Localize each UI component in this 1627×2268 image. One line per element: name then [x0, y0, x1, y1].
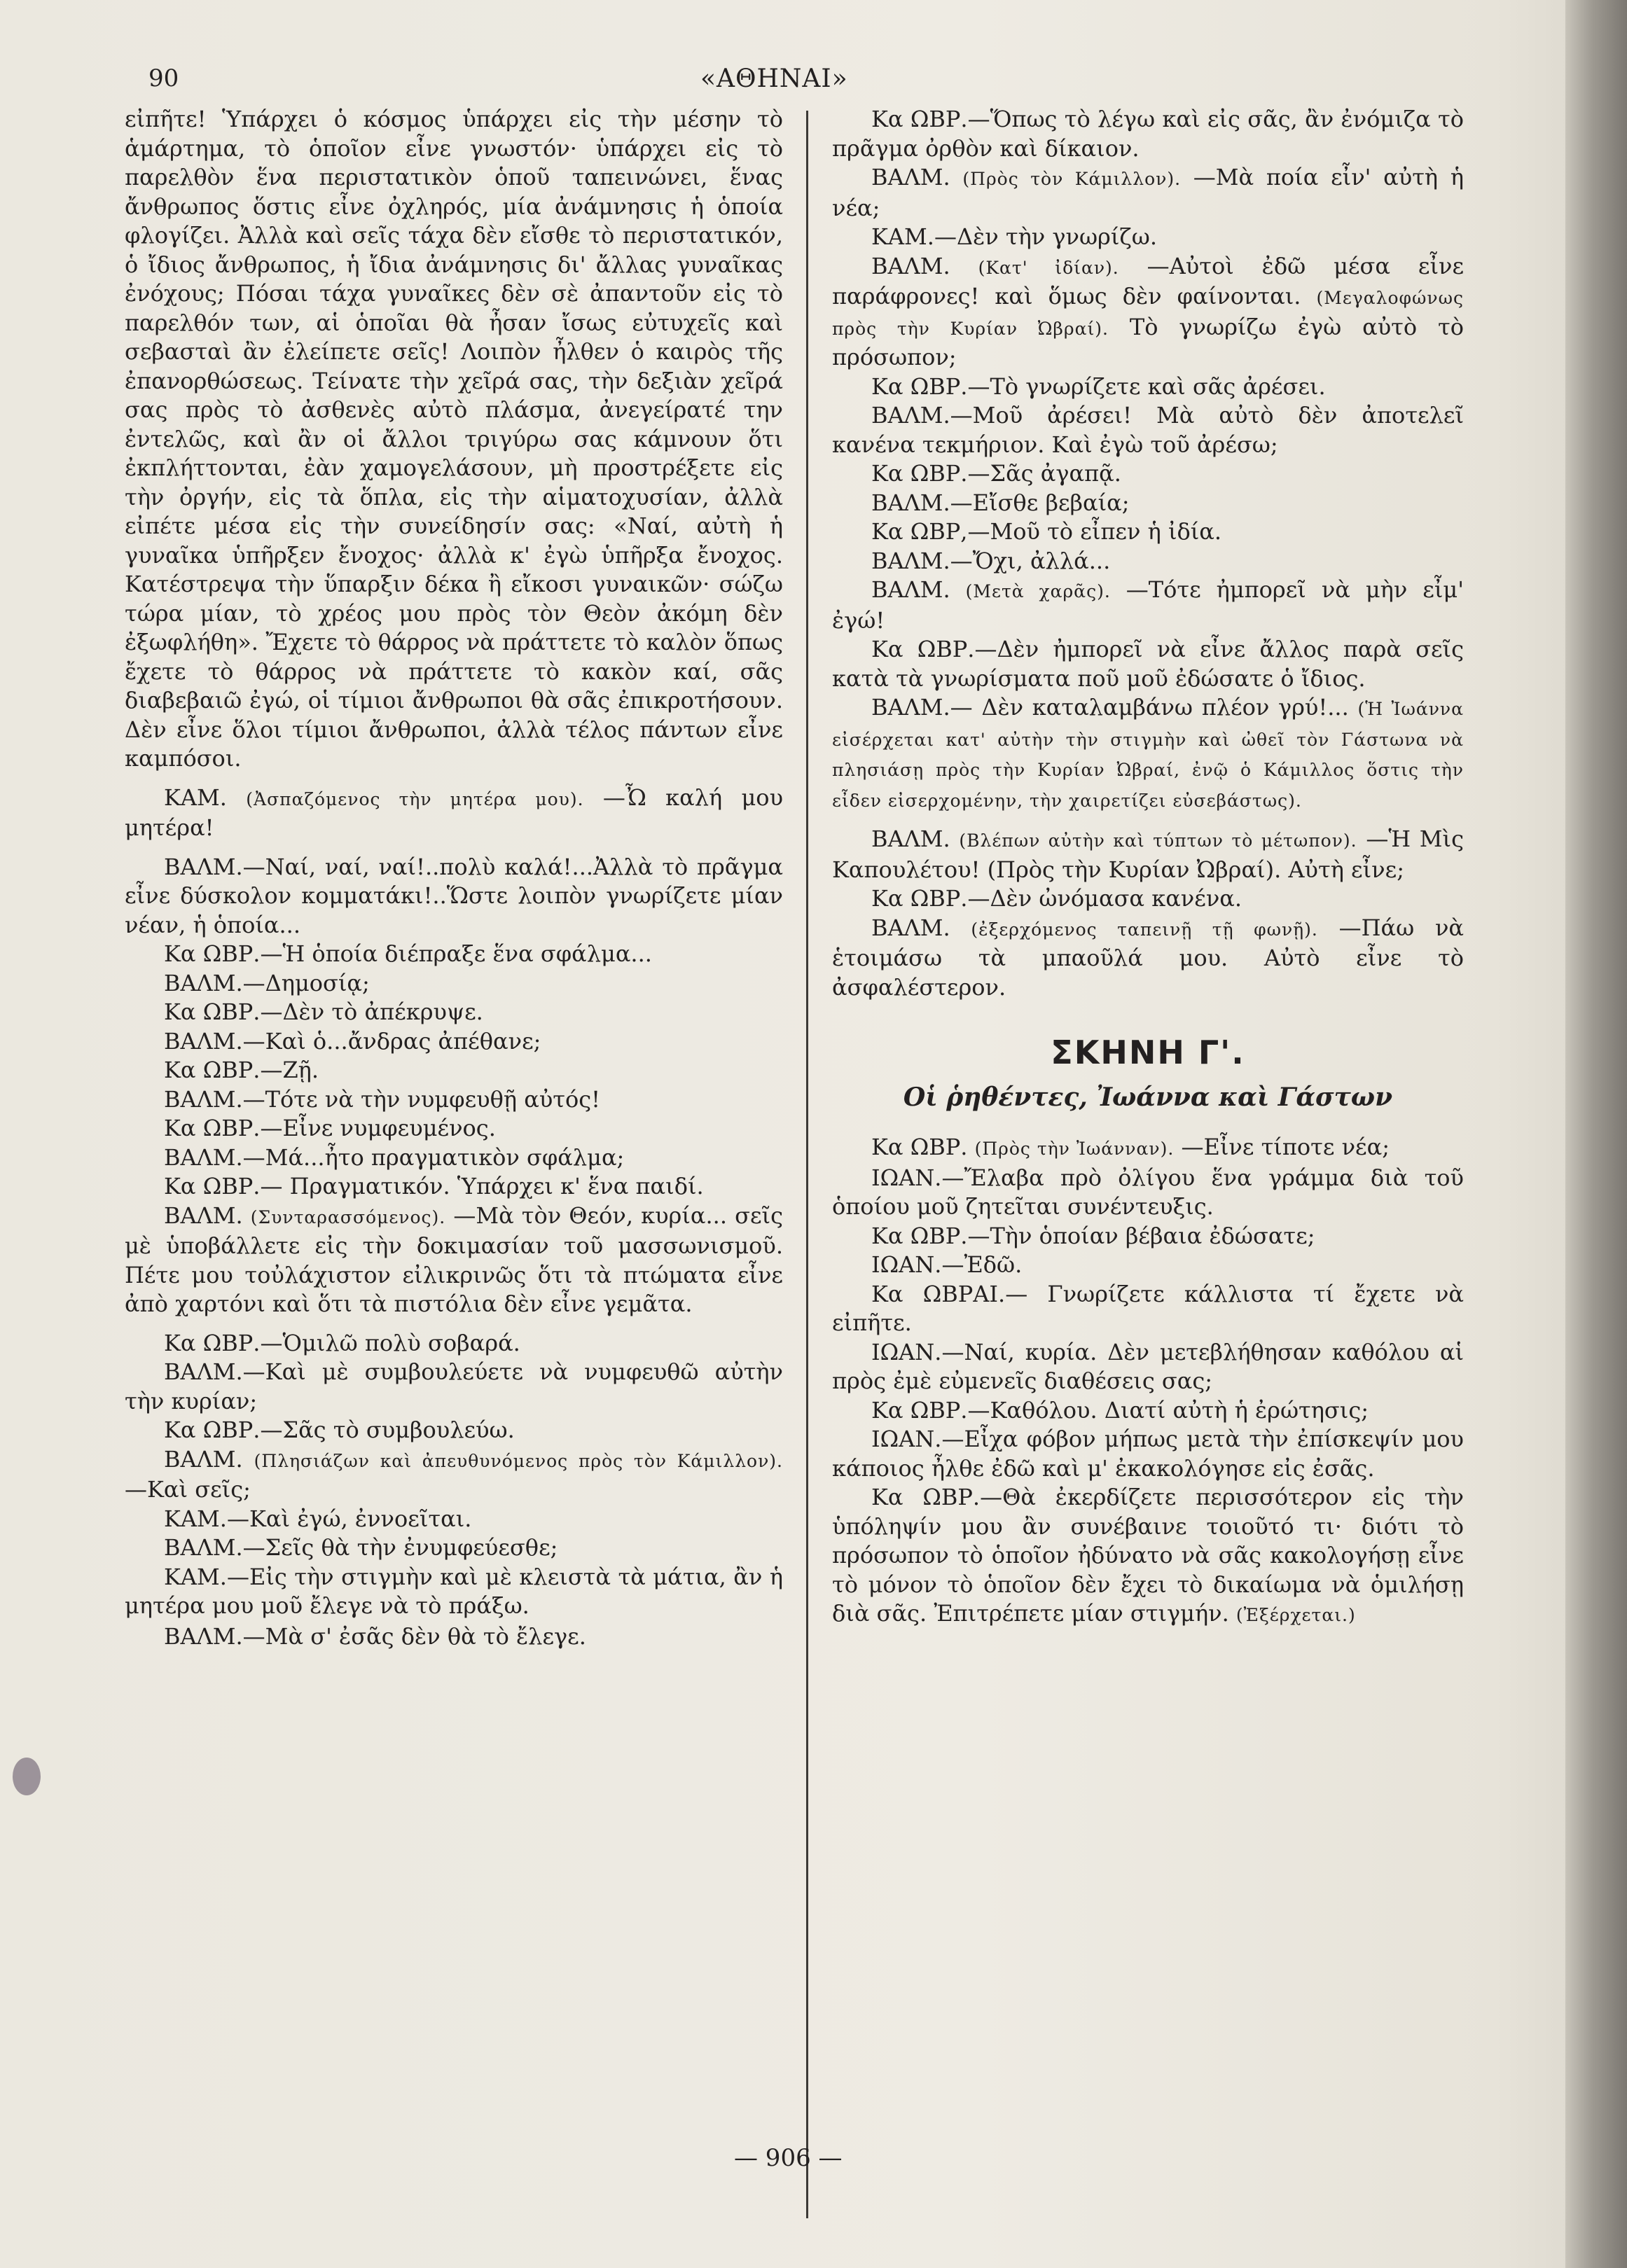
- speech: Τὸ γνωρίζω ἐγὼ αὐτὸ τὸ πρόσωπον;: [832, 313, 1465, 370]
- speech: —Πάω νὰ ἑτοιμάσω τὰ μπαοῦλά μου. Αὐτὸ εἶνε τὸ ἀσφαλέστερον.: [832, 914, 1465, 1001]
- stage-direction: (ἐξερχόμενος ταπεινῇ τῇ φωνῇ).: [971, 919, 1318, 940]
- paragraph: [832, 576, 1464, 635]
- paragraph: Κα ΩΒΡ.—Σᾶς τὸ συμβουλεύω.: [164, 1417, 515, 1443]
- paragraph: [832, 1483, 1464, 1630]
- paragraph: [832, 1133, 1464, 1164]
- speech: —Αὐτοὶ ἐδῶ μέσα εἶνε παράφρονες! καὶ ὅμως δὲν φαίνονται.: [832, 252, 1465, 309]
- speaker: ΒΑΛΜ.: [871, 164, 950, 190]
- speech: ΒΑΛΜ.— Δὲν καταλαμβάνω πλέον γρύ!...: [871, 694, 1349, 721]
- paragraph: Κα ΩΒΡ.—Καθόλου. Διατί αὐτὴ ἡ ἐρώτησις;: [871, 1396, 1369, 1424]
- page-binding-shadow: [1565, 0, 1627, 2268]
- stage-direction: (Ἡ Ἰωάννα εἰσέρχεται κατ' αὐτὴν τὴν στιγμὴν καὶ ὠθεῖ τὸν Γάστωνα νὰ πλησιάσῃ πρὸς τὴν Κυρίαν Ὠβραί, ἐνῷ ὁ Κάμιλλος ὅστις τὴν εἶδεν εἰσερχομένην, τὴν χαιρετίζει εὐσεβάστως).: [832, 699, 1465, 811]
- paragraph: ΒΑΛΜ.—Ναί, ναί, ναί!..πολὺ καλά!...Ἀλλὰ τὸ πρᾶγμα εἶνε δύσκολον κομματάκι!..Ὥστε λοιπὸν γνωρίζετε μίαν νέαν, ἡ ὁποία...: [125, 853, 783, 938]
- paragraph: ΚΑΜ.—Καὶ ἐγώ, ἐννοεῖται.: [164, 1505, 472, 1532]
- paragraph: Κα ΩΒΡ.—Ὁμιλῶ πολὺ σοβαρά.: [164, 1329, 520, 1356]
- speaker: ΒΑΛΜ.: [871, 576, 950, 603]
- stage-direction: (Πλησιάζων καὶ ἀπευθυνόμενος πρὸς τὸν Κάμιλλον).: [254, 1450, 783, 1471]
- paragraph: [125, 784, 783, 843]
- paragraph: ΙΩΑΝ.—Ἐδῶ.: [871, 1251, 1023, 1278]
- paragraph: [832, 252, 1464, 373]
- speaker: ΒΑΛΜ.: [871, 252, 950, 279]
- paragraph: ΒΑΛΜ.—Καὶ μὲ συμβουλεύετε νὰ νυμφευθῶ αὐτὴν τὴν κυρίαν;: [125, 1358, 783, 1414]
- speech: —Μὰ τὸν Θεόν, κυρία... σεῖς μὲ ὑποβάλλετε εἰς τὴν δοκιμασίαν τοῦ μασσωνισμοῦ. Πέτε μου τοὐλάχιστον εἰλικρινῶς ὅτι τὰ πτώματα εἶνε ἀπὸ χαρτόνι καὶ ὅτι τὰ πιστόλια δὲν εἶνε γεμᾶτα.: [125, 1202, 784, 1317]
- speaker: ΒΑΛΜ.: [871, 914, 950, 941]
- paragraph: ΒΑΛΜ.—Μά...ἦτο πραγματικὸν σφάλμα;: [164, 1143, 625, 1171]
- paragraph: Κα ΩΒΡ.—Τὸ γνωρίζετε καὶ σᾶς ἀρέσει.: [871, 373, 1326, 400]
- paragraph: ΒΑΛΜ.—Μὰ σ' ἐσᾶς δὲν θὰ τὸ ἔλεγε.: [164, 1622, 586, 1650]
- stage-direction: (Συνταρασσόμενος).: [250, 1206, 446, 1227]
- paragraph: ΒΑΛΜ.—Σεῖς θὰ τὴν ἐνυμφεύεσθε;: [164, 1534, 558, 1561]
- paragraph: Κα ΩΒΡ.—Ὅπως τὸ λέγω καὶ εἰς σᾶς, ἂν ἐνόμιζα τὸ πρᾶγμα ὀρθὸν καὶ δίκαιον.: [832, 106, 1464, 162]
- speech: —Εἶνε τίποτε νέα;: [1181, 1134, 1390, 1160]
- paragraph: ΙΩΑΝ.—Ἔλαβα πρὸ ὀλίγου ἕνα γράμμα διὰ τοῦ ὁποίου μοῦ ζητεῖται συνέντευξις.: [832, 1164, 1464, 1220]
- scene-heading: ΣΚΗΝΗ Γ'.: [1051, 1034, 1245, 1071]
- paragraph: Κα ΩΒΡ.—Ἡ ὁποία διέπραξε ἕνα σφάλμα...: [164, 940, 652, 967]
- paragraph: [832, 163, 1464, 223]
- stage-direction: (Κατ' ἰδίαν).: [978, 257, 1119, 278]
- paragraph: [125, 1563, 783, 1622]
- paragraph: [832, 914, 1464, 1003]
- speaker: ΒΑΛΜ.: [871, 826, 950, 852]
- stage-direction: (Ἀσπαζόμενος τὴν μητέρα μου).: [246, 788, 584, 809]
- column-divider: [806, 111, 808, 2218]
- paragraph: Κα ΩΒΡ.—Ζῇ.: [164, 1057, 319, 1083]
- paragraph: Κα ΩΒΡ.—Εἶνε νυμφευμένος.: [164, 1115, 496, 1141]
- paragraph: Κα ΩΒΡ,—Μοῦ τὸ εἶπεν ἡ ἰδία.: [871, 518, 1222, 545]
- folio-number: 90: [148, 64, 179, 92]
- paragraph: Κα ΩΒΡ.—Δὲν ἠμπορεῖ νὰ εἶνε ἄλλος παρὰ σεῖς κατὰ τὰ γνωρίσματα ποῦ μοῦ ἐδώσατε ὁ ἴδιος.: [832, 636, 1464, 692]
- paragraph: Κα ΩΒΡΑΙ.— Γνωρίζετε κάλλιστα τί ἔχετε νὰ εἰπῆτε.: [832, 1280, 1464, 1336]
- paragraph: Κα ΩΒΡ.—Δὲν ὠνόμασα κανένα.: [871, 885, 1242, 912]
- paragraph: ΒΑΛΜ.—Δημοσίᾳ;: [164, 969, 370, 996]
- stage-direction: (Βλέπων αὐτὴν καὶ τύπτων τὸ μέτωπον).: [959, 830, 1357, 851]
- paragraph: ΒΑΛΜ.—Εἴσθε βεβαία;: [871, 489, 1130, 516]
- stage-direction: (Πρὸς τὸν Κάμιλλον).: [962, 169, 1182, 189]
- paragraph: ΙΩΑΝ.—Εἶχα φόβον μήπως μετὰ τὴν ἐπίσκεψίν μου κάποιος ἦλθε ἐδῶ καὶ μ' ἐκακολόγησε εἰς ἐσᾶς.: [832, 1426, 1464, 1482]
- ink-blot: [13, 1758, 41, 1795]
- speaker: ΒΑΛΜ.: [164, 1445, 243, 1473]
- speaker: ΚΑΜ.—Εἰς τὴν στιγμὴν καὶ μὲ κλειστὰ τὰ μάτια, ἂν ἡ μητέρα μου μοῦ ἔλεγε νὰ τὸ πράξω.: [125, 1563, 783, 1619]
- speech: —Καὶ σεῖς;: [125, 1476, 251, 1503]
- paragraph: ΒΑΛΜ.—Μοῦ ἀρέσει! Μὰ αὐτὸ δὲν ἀποτελεῖ κανένα τεκμήριον. Καὶ ἐγὼ τοῦ ἀρέσω;: [832, 402, 1464, 458]
- stage-direction: (Ἐξέρχεται.): [1235, 1605, 1356, 1625]
- stage-direction: (Μεγαλοφώνως πρὸς τὴν Κυρίαν Ὠβραί).: [832, 288, 1465, 339]
- paragraph: ΒΑΛΜ.—Ὄχι, ἀλλά...: [871, 547, 1111, 574]
- paragraph: [832, 825, 1464, 884]
- paragraph: Κα ΩΒΡ.—Τὴν ὁποίαν βέβαια ἐδώσατε;: [871, 1222, 1315, 1249]
- paragraph: Κα ΩΒΡ.—Σᾶς ἀγαπᾷ.: [871, 460, 1121, 487]
- paragraph: Κα ΩΒΡ.—Δὲν τὸ ἀπέκρυψε.: [164, 999, 483, 1025]
- page-number: — 906 —: [734, 2144, 843, 2172]
- speaker: ΒΑΛΜ.: [164, 1202, 243, 1229]
- scene-characters: Οἱ ῥηθέντες, Ἰωάννα καὶ Γάστων: [903, 1082, 1393, 1112]
- speech: —Ἡ Μὶς Καπουλέτου! (Πρὸς τὴν Κυρίαν Ὠβραί). Αὐτὴ εἶνε;: [832, 826, 1465, 883]
- paragraph: ΒΑΛΜ.—Καὶ ὁ...ἄνδρας ἀπέθανε;: [164, 1027, 541, 1055]
- speaker: Κα ΩΒΡ.: [871, 1134, 968, 1160]
- right-column: [832, 105, 1464, 1630]
- stage-direction: (Μετὰ χαρᾶς).: [965, 581, 1111, 601]
- stage-direction: (Πρὸς τὴν Ἰωάνναν).: [974, 1139, 1175, 1159]
- paragraph: εἰπῆτε! Ὑπάρχει ὁ κόσμος ὑπάρχει εἰς τὴν μέσην τὸ ἁμάρτημα, τὸ ὁποῖον εἶνε γνωστόν· ὑπάρχει εἰς τὸ παρελθὸν ἕνα περιστατικὸν ὁποῦ ταπεινώνει, ἕνας ἄνθρωπος ὅστις εἶνε ὀχληρός, μία ἀνάμνησις ἡ ὁποία φλογίζει. Ἀλλὰ καὶ σεῖς τάχα δὲν εἴσθε τὸ περιστατικόν, ὁ ἴδιος ἄνθρωπος, ἡ ἴδια ἀνάμνησις δι' ἄλλας γυναῖκας ἐνόχους; Πόσαι τάχα γυναῖκες δὲν σὲ ἀπαντοῦν εἰς τὸ παρελθόν των, αἱ ὁποῖαι θὰ ἦσαν ἴσως εὐτυχεῖς καὶ σεβασταὶ ἂν ἐλείπετε σεῖς! Λοιπὸν ἦλθεν ὁ καιρὸς τῆς ἐπανορθώσεως. Τείνατε τὴν χεῖρά σας, τὴν δεξιὰν χεῖρά σας πρὸς τὸ ἀσθενὲς αὐτὸ πλάσμα, ἀνεγείρατέ την ἐντελῶς, καὶ ἂν οἱ ἄλλοι τριγύρω σας κάμνουν ὅτι ἐκπλήττονται, ἐὰν χαμογελάσουν, μὴ προστρέξετε εἰς τὴν ὀργήν, εἰς τὰ ὅπλα, εἰς τὴν αἱματοχυσίαν, ἀλλὰ εἰπέτε μέσα εἰς τὴν συνείδησίν σας: «Ναί, αὐτὴ ἡ γυναῖκα ὑπῆρξεν ἔνοχος· ἀλλὰ κ' ἐγὼ ὑπῆρξα ἔνοχος. Κατέστρεψα τὴν ὕπαρξιν δέκα ἢ εἴκοσι γυναικῶν· σώζω τώρα μίαν, τὸ χρέος μου πρὸς τὸν Θεὸν ἀκόμη δὲν ἐξωφλήθη». Ἔχετε τὸ θάρρος νὰ πράττετε τὸ καλὸν ὅπως ἔχετε τὸ θάρρος νὰ πράττετε τὸ κακὸν καί, σᾶς διαβεβαιῶ ἐγώ, οἱ τίμιοι ἄνθρωποι θὰ σᾶς ἐπικροτήσουν. Δὲν εἶνε ὅλοι τίμιοι ἄνθρωποι, ἀλλὰ τέλος πάντων εἶνε καμπόσοι.: [125, 106, 783, 772]
- paragraph: [832, 693, 1464, 815]
- speech: Κα ΩΒΡ.—Θὰ ἐκερδίζετε περισσότερον εἰς τὴν ὑπόληψίν μου ἂν συνέβαινε τοιοῦτό τι· διότι τὸ πρόσωπον τὸ ὁποῖον ἠδύνατο νὰ σᾶς κακολογήσῃ εἶνε τὸ μόνον τὸ ὁποῖον δὲν ἔχει τὸ δικαίωμα νὰ ὁμιλήσῃ διὰ σᾶς. Ἐπιτρέπετε μίαν στιγμήν.: [832, 1484, 1464, 1627]
- paragraph: [125, 1445, 783, 1505]
- paragraph: [125, 1202, 783, 1319]
- paragraph: Κα ΩΒΡ.— Πραγματικόν. Ὑπάρχει κ' ἕνα παιδί.: [164, 1173, 704, 1199]
- running-title: «ΑΘΗΝΑΙ»: [700, 64, 848, 93]
- speech: —Ὦ καλή μου μητέρα!: [125, 784, 784, 841]
- paragraph: ΚΑΜ.—Δὲν τὴν γνωρίζω.: [871, 223, 1157, 250]
- speech: —Τότε ἠμπορεῖ νὰ μὴν εἶμ' ἐγώ!: [832, 576, 1465, 634]
- paragraph: ΙΩΑΝ.—Ναί, κυρία. Δὲν μετεβλήθησαν καθόλου αἱ πρὸς ἐμὲ εὐμενεῖς διαθέσεις σας;: [832, 1338, 1464, 1394]
- left-column: [125, 105, 783, 1651]
- speech: —Μὰ ποία εἶν' αὐτὴ ἡ νέα;: [832, 164, 1465, 221]
- speaker: ΚΑΜ.: [164, 784, 227, 811]
- paragraph: ΒΑΛΜ.—Τότε νὰ τὴν νυμφευθῇ αὐτός!: [164, 1085, 601, 1113]
